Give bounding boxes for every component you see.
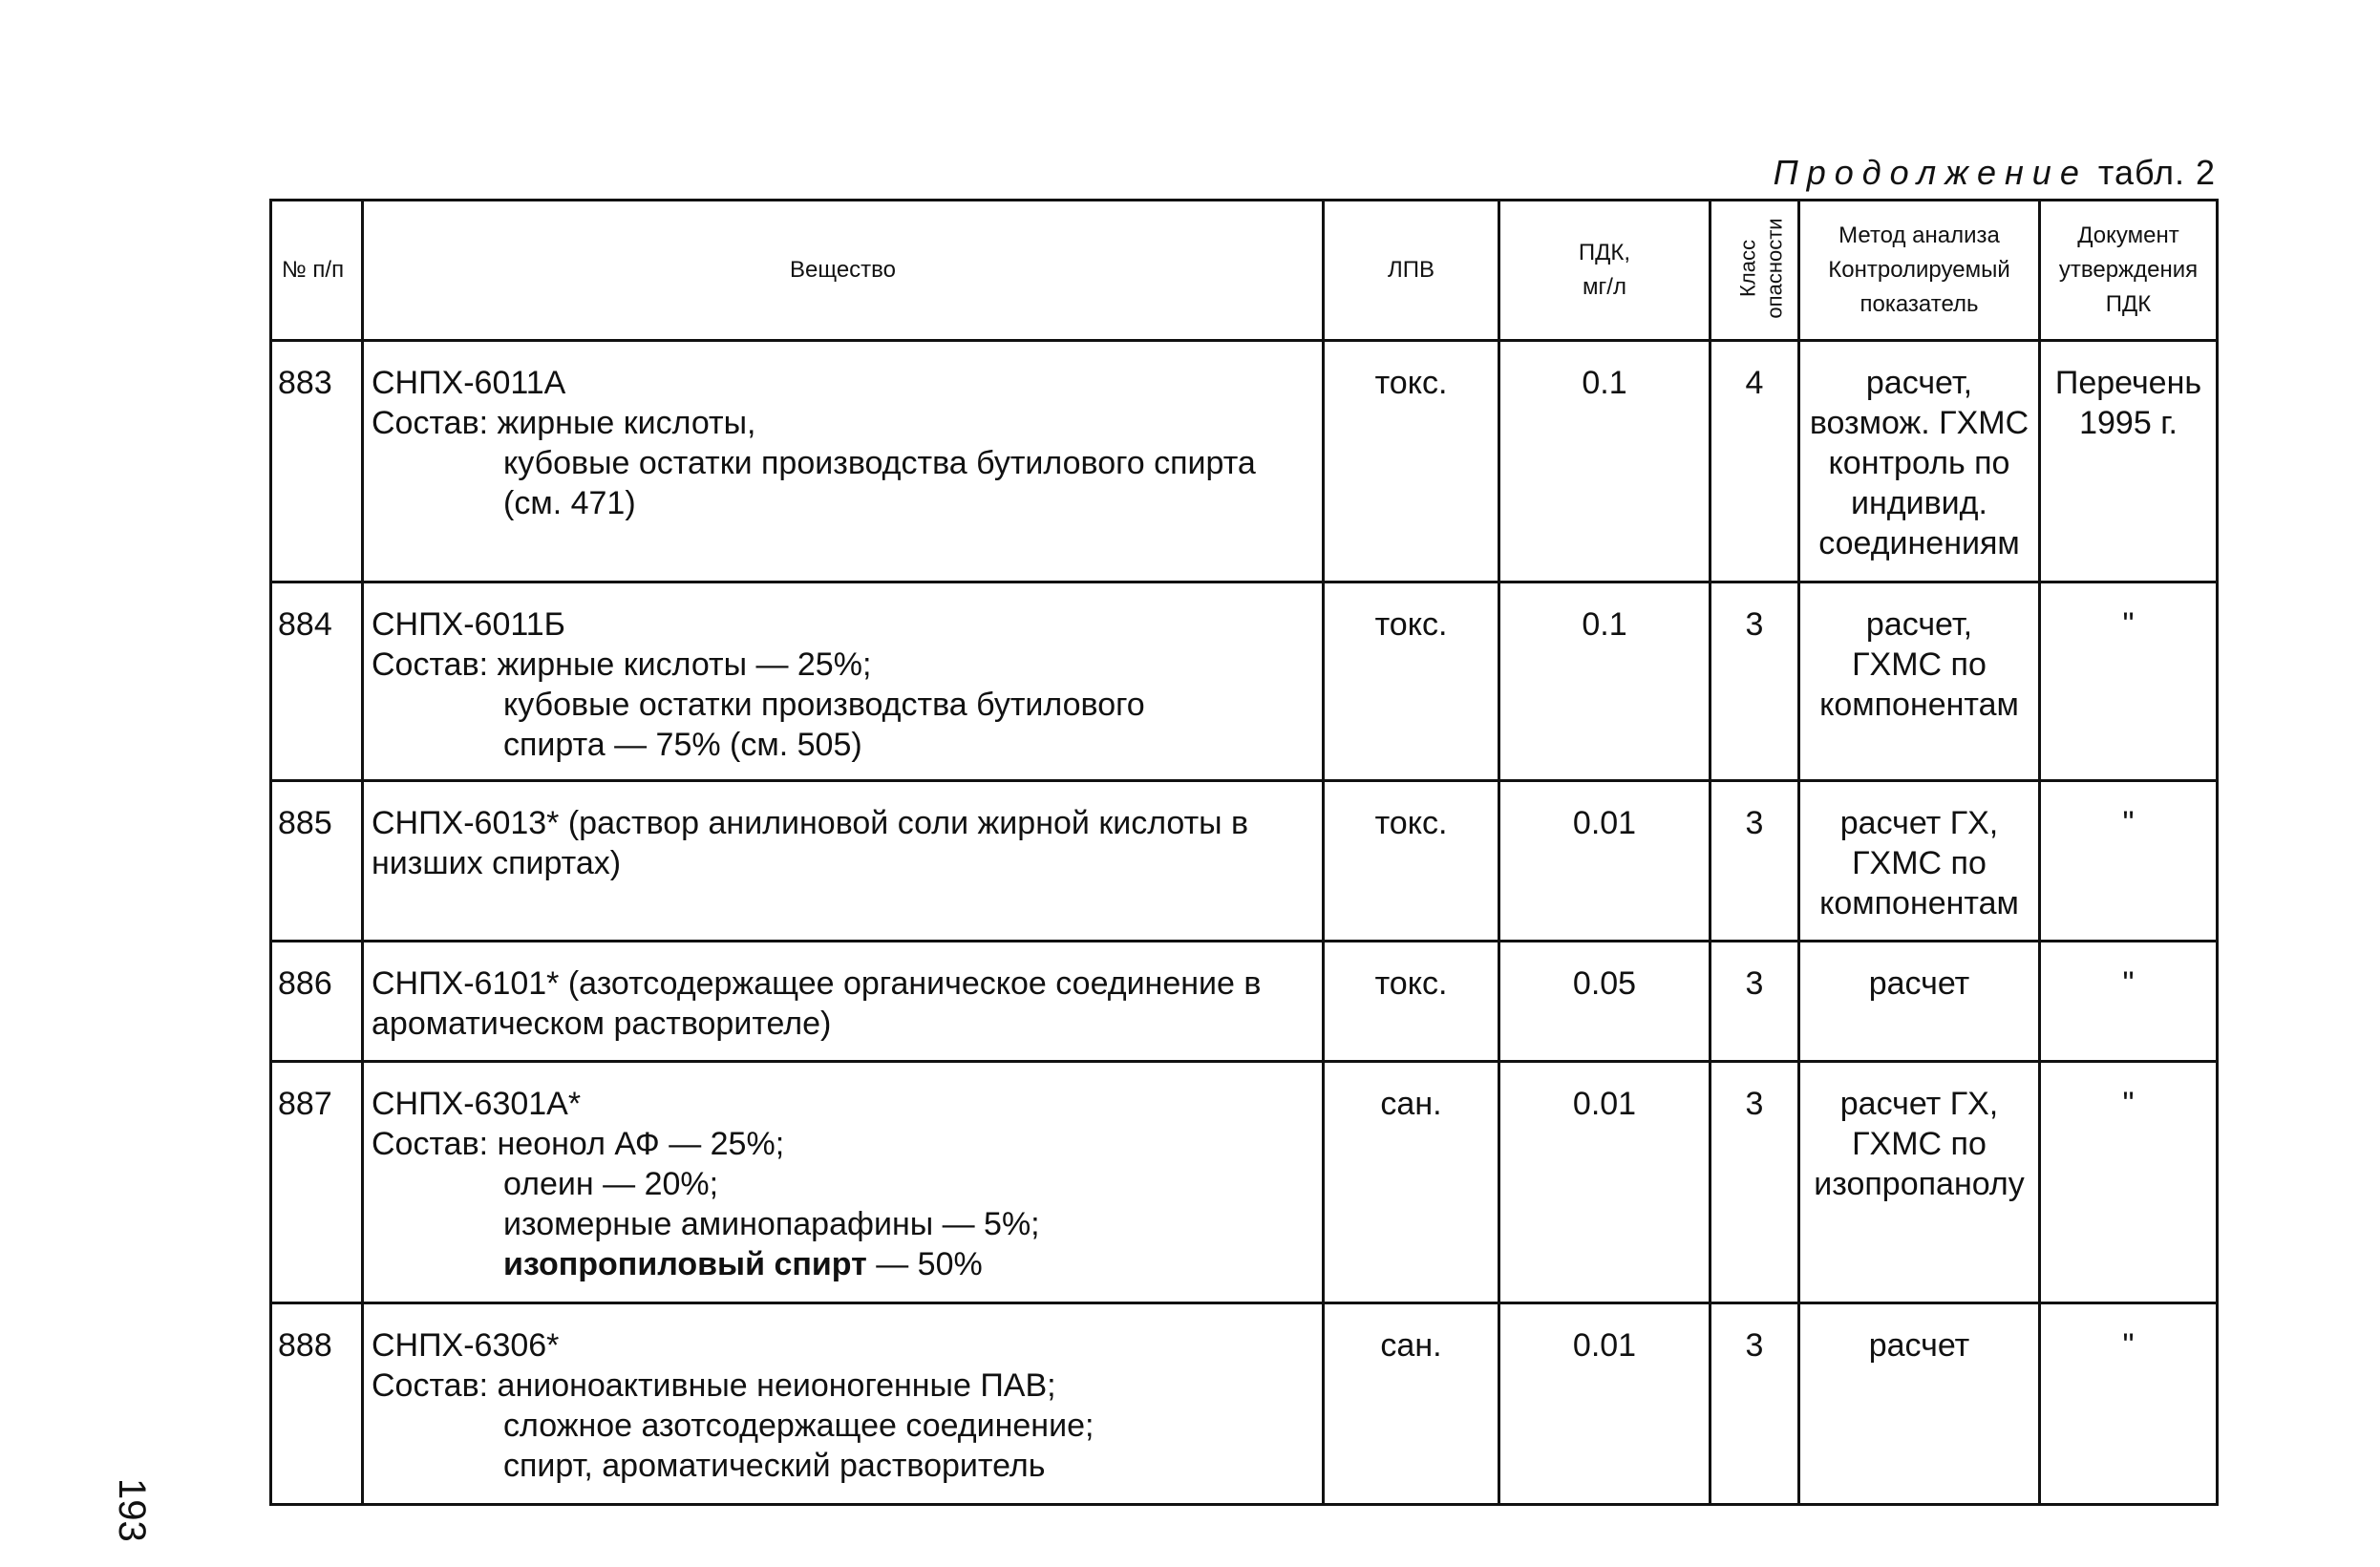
method-line: расчет ГХ,: [1839, 1086, 1999, 1122]
method-line: расчет: [1868, 1327, 1970, 1364]
cell-method: [1799, 341, 2040, 582]
cell-substance: [363, 1303, 1324, 1505]
cell-document: [2040, 942, 2218, 1062]
substance-name: СНПХ-6301А*: [372, 1086, 582, 1122]
cell-lpv: [1324, 781, 1499, 942]
cell-lpv: [1324, 942, 1499, 1062]
composition-item: анионоактивные неионогенные ПАВ;: [497, 1367, 1056, 1404]
row-number: 886: [278, 965, 332, 1002]
table-row: [271, 1303, 2218, 1505]
cell-hazard: [1711, 781, 1799, 942]
hazard-value: 3: [1745, 965, 1764, 1002]
lpv-value: токс.: [1374, 365, 1448, 401]
cell-document: [2040, 582, 2218, 781]
composition-first: [372, 1366, 1314, 1406]
header-substance: Вещество: [363, 201, 1324, 341]
header-doc-line2: утверждения: [2058, 257, 2199, 283]
cell-substance: [363, 942, 1324, 1062]
cell-num: [271, 942, 363, 1062]
row-number: 884: [278, 606, 332, 643]
composition-item: жирные кислоты — 25%;: [497, 646, 872, 683]
cell-document: [2040, 781, 2218, 942]
doc-line: 1995 г.: [2079, 405, 2178, 441]
method-line: компонентам: [1819, 687, 2019, 723]
cell-num: [271, 582, 363, 781]
composition-item: кубовые остатки производства бутилового спирта: [503, 445, 1256, 481]
method-line: индивид.: [1851, 485, 1987, 521]
caption-continuation: Продолжение: [1773, 153, 2088, 192]
lpv-value: сан.: [1380, 1327, 1442, 1364]
header-hazard-vertical: [1735, 218, 1789, 318]
cell-pdk: [1499, 582, 1711, 781]
composition-first: [372, 1124, 1314, 1164]
header-method: [1799, 201, 2040, 341]
composition-item: неонол АФ — 25%;: [497, 1126, 785, 1162]
hazard-value: 3: [1745, 1086, 1764, 1122]
cell-hazard: [1711, 942, 1799, 1062]
cell-lpv: [1324, 582, 1499, 781]
method-line: расчет: [1868, 965, 1970, 1002]
table-caption: [1774, 153, 2216, 193]
lpv-value: токс.: [1374, 805, 1448, 841]
ditto-mark: ": [2122, 1086, 2135, 1122]
method-line: ГХМС по: [1852, 845, 1987, 881]
hazard-value: 3: [1745, 606, 1764, 643]
hazard-value: 4: [1745, 365, 1764, 401]
hazard-value: 3: [1745, 1327, 1764, 1364]
cell-method: [1799, 1062, 2040, 1303]
composition-item: изомерные аминопарафины — 5%;: [503, 1206, 1040, 1242]
cell-method: [1799, 582, 2040, 781]
cell-method: [1799, 1303, 2040, 1505]
header-method-line2: Контролируемый: [1828, 257, 2010, 283]
composition-first: [372, 645, 1314, 685]
row-number: 888: [278, 1327, 332, 1364]
cell-substance: [363, 582, 1324, 781]
row-number: 883: [278, 365, 332, 401]
substance-name: СНПХ-6011А: [372, 365, 566, 401]
ditto-mark: ": [2122, 965, 2135, 1002]
composition-item: кубовые остатки производства бутилового: [503, 687, 1145, 723]
header-method-line1: Метод анализа: [1838, 222, 2000, 248]
pdk-value: 0.01: [1572, 1327, 1637, 1364]
cell-method: [1799, 942, 2040, 1062]
composition-label: Состав:: [372, 405, 489, 441]
cell-pdk: [1499, 1062, 1711, 1303]
method-line: расчет,: [1865, 606, 1973, 643]
composition-item: жирные кислоты,: [497, 405, 756, 441]
pdk-value: 0.01: [1572, 805, 1637, 841]
composition-item: сложное азотсодержащее соединение;: [503, 1408, 1094, 1444]
composition-first: [372, 403, 1314, 443]
composition-label: Состав:: [372, 646, 489, 683]
cell-num: [271, 1062, 363, 1303]
page-number: 193: [111, 1478, 153, 1542]
cell-pdk: [1499, 781, 1711, 942]
ditto-mark: ": [2122, 606, 2135, 643]
method-line: расчет ГХ,: [1839, 805, 1999, 841]
composition-item: олеин — 20%;: [503, 1166, 719, 1202]
cell-pdk: [1499, 341, 1711, 582]
table-row: [271, 1062, 2218, 1303]
substance-name: СНПХ-6306*: [372, 1327, 560, 1364]
hazard-value: 3: [1745, 805, 1764, 841]
cell-lpv: [1324, 1303, 1499, 1505]
lpv-value: токс.: [1374, 606, 1448, 643]
pdk-value: 0.05: [1572, 965, 1637, 1002]
header-hazard-line2: опасности: [1762, 218, 1787, 319]
lpv-value: токс.: [1374, 965, 1448, 1002]
cell-substance: [363, 341, 1324, 582]
cell-lpv: [1324, 341, 1499, 582]
header-num: № п/п: [271, 201, 363, 341]
cell-hazard: [1711, 341, 1799, 582]
cell-hazard: [1711, 1303, 1799, 1505]
table-row: [271, 582, 2218, 781]
cell-document: [2040, 1303, 2218, 1505]
method-line: ГХМС по: [1852, 646, 1987, 683]
ditto-mark: ": [2122, 805, 2135, 841]
substances-table: [269, 199, 2219, 1506]
row-number: 887: [278, 1086, 332, 1122]
pdk-value: 0.1: [1582, 606, 1627, 643]
ditto-mark: ": [2122, 1327, 2135, 1364]
composition-item: спирта — 75% (см. 505): [503, 727, 862, 763]
pdk-value: 0.01: [1572, 1086, 1637, 1122]
method-line: расчет,: [1865, 365, 1973, 401]
header-doc-line3: ПДК: [2105, 291, 2152, 317]
header-row: [271, 201, 2218, 341]
composition-item: (см. 471): [503, 485, 636, 521]
method-line: соединениям: [1818, 525, 2020, 561]
cell-substance: [363, 1062, 1324, 1303]
cell-substance: [363, 781, 1324, 942]
method-line: ГХМС по: [1852, 1126, 1987, 1162]
header-pdk-line2: мг/л: [1583, 274, 1626, 300]
substance-name: СНПХ-6011Б: [372, 606, 565, 643]
header-pdk: [1499, 201, 1711, 341]
lpv-value: сан.: [1380, 1086, 1442, 1122]
cell-method: [1799, 781, 2040, 942]
pdk-value: 0.1: [1582, 365, 1627, 401]
caption-table-ref: табл. 2: [2097, 153, 2216, 192]
cell-hazard: [1711, 582, 1799, 781]
cell-hazard: [1711, 1062, 1799, 1303]
header-hazard-line1: Класс: [1735, 240, 1760, 297]
substance-description: СНПХ-6013* (раствор анилиновой соли жирной кислоты в низших спиртах): [372, 805, 1249, 881]
header-hazard-class: [1711, 201, 1799, 341]
bold-substance: изопропиловый спирт: [503, 1246, 867, 1282]
cell-pdk: [1499, 1303, 1711, 1505]
bold-substance-share: — 50%: [866, 1246, 983, 1282]
header-doc-line1: Документ: [2077, 222, 2179, 248]
cell-document: [2040, 1062, 2218, 1303]
table-row: [271, 942, 2218, 1062]
header-method-line3: показатель: [1859, 291, 1979, 317]
cell-num: [271, 341, 363, 582]
composition-label: Состав:: [372, 1126, 489, 1162]
header-document: [2040, 201, 2218, 341]
substance-description: СНПХ-6101* (азотсодержащее органическое соединение в ароматическом растворителе): [372, 965, 1262, 1042]
header-pdk-line1: ПДК,: [1578, 240, 1631, 265]
composition-item: спирт, ароматический растворитель: [503, 1448, 1046, 1484]
composition-label: Состав:: [372, 1367, 489, 1404]
method-line: компонентам: [1819, 885, 2019, 921]
doc-line: Перечень: [2054, 365, 2202, 401]
composition-item-bold: [372, 1244, 1314, 1284]
header-lpv: ЛПВ: [1324, 201, 1499, 341]
cell-lpv: [1324, 1062, 1499, 1303]
row-number: 885: [278, 805, 332, 841]
cell-num: [271, 1303, 363, 1505]
method-line: контроль по: [1828, 445, 2010, 481]
method-line: изопропанолу: [1814, 1166, 2025, 1202]
cell-pdk: [1499, 942, 1711, 1062]
method-line: возмож. ГХМС: [1809, 405, 2029, 441]
cell-num: [271, 781, 363, 942]
table-row: [271, 781, 2218, 942]
cell-document: [2040, 341, 2218, 582]
table-row: [271, 341, 2218, 582]
